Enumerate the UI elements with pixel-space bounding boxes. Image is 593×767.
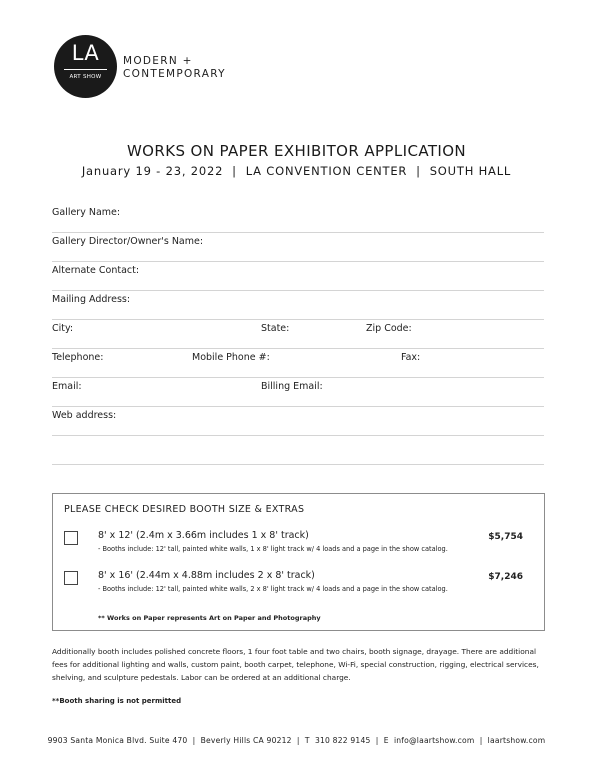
telephone-label: Telephone: [52,352,104,363]
booth-sharing-note: **Booth sharing is not permitted [52,697,182,705]
billing-email-label: Billing Email: [261,381,323,392]
state-label: State: [261,323,290,334]
zip-code-label: Zip Code: [366,323,412,334]
booth-selection-box [52,493,545,631]
blank-field-line[interactable] [52,436,544,465]
booth-8x16-price: $7,246 [488,572,523,582]
booth-8x16-label: 8' x 16' (2.44m x 4.88m includes 2 x 8' track) [98,570,315,581]
brand-tagline-modern: MODERN + [123,55,193,67]
event-dates-location: January 19 - 23, 2022 | LA CONVENTION CENTER | SOUTH HALL [81,164,512,178]
web-address-field[interactable] [52,407,544,436]
booth-inclusions-paragraph: Additionally booth includes polished concrete floors, 1 four foot table and two chairs, booth signage, drayage. There are additional fees for additional lighting and walls, custom paint, booth carpet, telephone, Wi-Fi, special construction, rigging, electrical services, shelving, and sculpture pedestals. Labor can be ordered at an additional charge. [52,647,539,682]
mailing-address-field[interactable] [52,291,544,320]
mailing-address-label: Mailing Address: [52,294,131,305]
email-row[interactable] [52,378,544,407]
booth-8x12-price: $5,754 [488,532,523,542]
phone-row[interactable] [52,349,544,378]
booth-section-heading: PLEASE CHECK DESIRED BOOTH SIZE & EXTRAS [64,504,305,515]
gallery-name-field[interactable] [52,204,544,233]
fax-label: Fax: [401,352,421,363]
city-state-zip-row[interactable] [52,320,544,349]
booth-8x16-checkbox[interactable] [64,571,78,585]
booth-8x12-checkbox[interactable] [64,531,78,545]
mobile-phone-label: Mobile Phone #: [192,352,270,363]
logo-divider [64,69,107,70]
web-address-label: Web address: [52,410,117,421]
gallery-director-label: Gallery Director/Owner's Name: [52,236,204,247]
brand-tagline-contemporary: CONTEMPORARY [123,68,226,80]
logo-art-show-text: ART SHOW [69,74,102,80]
booth-8x12-label: 8' x 12' (2.4m x 3.66m includes 1 x 8' track) [98,530,309,541]
works-on-paper-note: ** Works on Paper represents Art on Paper and Photography [98,614,321,622]
gallery-name-label: Gallery Name: [52,207,121,218]
la-art-show-logo [54,35,117,98]
alternate-contact-label: Alternate Contact: [52,265,140,276]
page-title: WORKS ON PAPER EXHIBITOR APPLICATION [126,142,467,160]
email-label: Email: [52,381,82,392]
logo-la-text: LA [71,41,100,65]
alternate-contact-field[interactable] [52,262,544,291]
booth-8x16-details: - Booths include: 12' tall, painted white walls, 2 x 8' light track w/ 4 loads and a page in the show catalog. [98,585,448,593]
city-label: City: [52,323,74,334]
contact-footer: 9903 Santa Monica Blvd. Suite 470 | Beverly Hills CA 90212 | T 310 822 9145 | E info@laartshow.com | laartshow.com [47,736,546,745]
booth-8x12-details: - Booths include: 12' tall, painted white walls, 1 x 8' light track w/ 4 loads and a page in the show catalog. [98,545,448,553]
gallery-director-field[interactable] [52,233,544,262]
